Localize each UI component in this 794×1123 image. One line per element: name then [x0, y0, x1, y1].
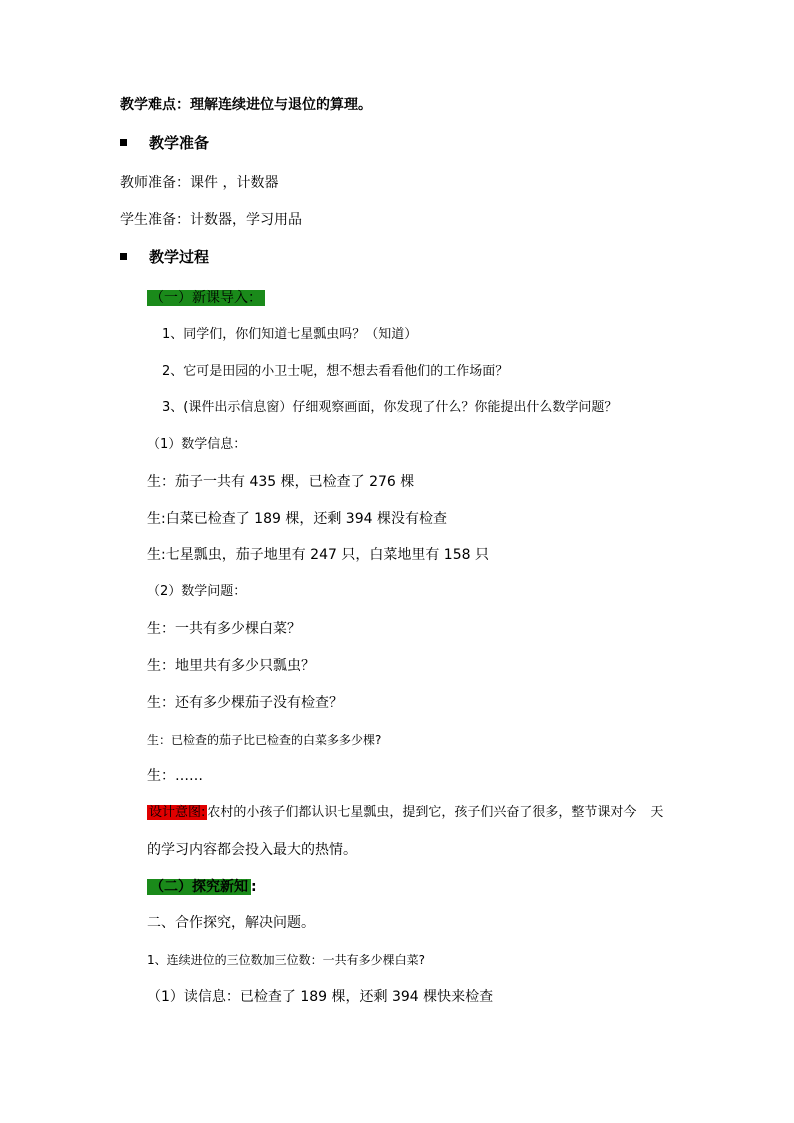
- intro-tag: （一）新课导入：: [147, 290, 265, 306]
- question-3: 生：还有多少棵茄子没有检查？: [147, 695, 343, 711]
- section-heading-process: [120, 247, 209, 267]
- teacher-prep: 教师准备：课件 ，计数器: [120, 175, 279, 191]
- design-intent-tag: 设计意图:: [149, 805, 206, 820]
- info-line-1: 生：茄子一共有 435 棵，已检查了 276 棵: [147, 474, 415, 490]
- process-heading-text: 教学过程: [149, 248, 210, 266]
- design-intent-line-2: 的学习内容都会投入最大的热情。: [147, 842, 357, 858]
- explore-tag: （二）探究新知: [147, 879, 251, 895]
- design-intent-text-1: 农村的小孩子们都认识七星瓢虫，提到它，孩子们兴奋了很多，整节课对今: [207, 805, 637, 820]
- bullet-square-icon: [120, 139, 127, 146]
- explore-tag-suffix: :: [251, 879, 257, 895]
- section-tag-explore: [147, 877, 257, 897]
- section-heading-prep: [120, 133, 209, 153]
- student-prep: 学生准备：计数器，学习用品: [120, 212, 302, 228]
- info-line-3: 生:七星瓢虫，茄子地里有 247 只，白菜地里有 158 只: [147, 547, 489, 563]
- intro-item-2: 2、它可是田园的小卫士呢，想不想去看看他们的工作场面？: [162, 364, 509, 379]
- prep-heading-text: 教学准备: [149, 134, 210, 152]
- section-tag-intro: [147, 288, 265, 308]
- explore-title: 二、合作探究，解决问题。: [147, 915, 315, 931]
- explore-item-1: 1、连续进位的三位数加三位数：一共有多少棵白菜?: [147, 953, 426, 967]
- info-line-2: 生:白菜已检查了 189 棵，还剩 394 棵没有检查: [147, 511, 447, 527]
- explore-read-info: （1）读信息：已检查了 189 棵，还剩 394 棵快来检查: [147, 989, 494, 1005]
- design-intent-text-1b: 天: [650, 805, 664, 820]
- question-5: 生：……: [147, 768, 203, 784]
- info-label: （1）数学信息：: [147, 437, 247, 452]
- question-1: 生：一共有多少棵白菜？: [147, 621, 301, 637]
- teaching-difficulty: 教学难点：理解连续进位与退位的算理。: [120, 97, 372, 113]
- question-4: 生：已检查的茄子比已检查的白菜多多少棵?: [147, 733, 382, 747]
- question-label: （2）数学问题：: [147, 584, 247, 599]
- bullet-square-icon: [120, 253, 127, 260]
- question-2: 生：地里共有多少只瓢虫？: [147, 658, 315, 674]
- design-intent-line-1: [147, 803, 663, 823]
- intro-item-3: 3、(课件出示信息窗）仔细观察画面，你发现了什么？你能提出什么数学问题？: [162, 400, 618, 415]
- intro-item-1: 1、同学们，你们知道七星瓢虫吗？（知道）: [162, 327, 418, 342]
